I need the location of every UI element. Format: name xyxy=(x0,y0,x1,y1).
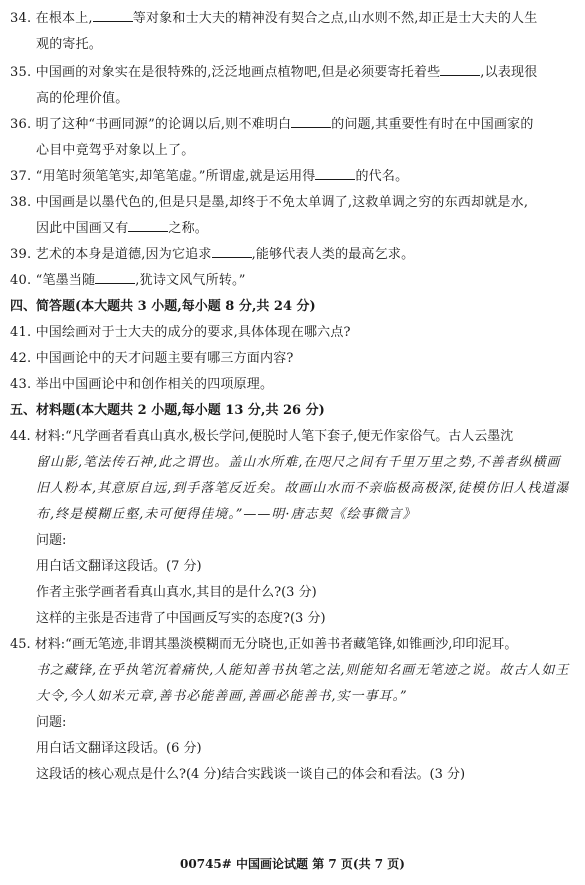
question-43: 43. 举出中国画论中和创作相关的四项原理。 xyxy=(10,377,274,392)
sub-question: 用白话文翻译这段话。(6 分) xyxy=(36,741,202,756)
question-number: 35. xyxy=(10,65,32,80)
question-45-material xyxy=(10,632,575,710)
question-text: 艺术的本身是道德,因为它追求 xyxy=(35,247,212,262)
sub-question: 作者主张学画者看真山真水,其目的是什么?(3 分) xyxy=(36,585,317,600)
question-text: 等对象和士大夫的精神没有契合之点,山水则不然,却正是士大夫的人生 xyxy=(132,11,538,26)
question-38 xyxy=(10,190,575,242)
question-40 xyxy=(10,268,575,294)
question-text: ,能够代表人类的最高乞求。 xyxy=(251,247,415,262)
question-continuation xyxy=(10,216,575,242)
question-text: 的问题,其重要性有时在中国画家的 xyxy=(331,117,534,132)
question-text: ,犹诗文风气所转。” xyxy=(135,273,246,288)
question-41: 41. 中国绘画对于士大夫的成分的要求,具体体现在哪六点? xyxy=(10,325,351,340)
question-text: 明了这种“书画同源”的论调以后,则不难明白 xyxy=(35,117,292,132)
material-line: 45. 材料:“画无笔迹,非谓其墨淡模糊而无分晓也,正如善书者藏笔锋,如锥画沙,印印泥耳。 xyxy=(10,637,518,652)
question-continuation: 观的寄托。 xyxy=(36,37,103,52)
fill-blank xyxy=(128,217,168,232)
question-text: 在根本上, xyxy=(35,11,93,26)
page-footer: 00745# 中国画论试题 第 7 页(共 7 页) xyxy=(180,857,405,871)
section-heading: 五、材料题(本大题共 2 小题,每小题 13 分,共 26 分) xyxy=(10,403,325,418)
question-number: 36. xyxy=(10,117,32,132)
sub-question: 这段话的核心观点是什么?(4 分)结合实践谈一谈自己的体会和看法。(3 分) xyxy=(36,767,466,782)
question-number: 40. xyxy=(10,273,32,288)
question-number: 34. xyxy=(10,11,32,26)
question-text: 中国画的对象实在是很特殊的,泛泛地画点植物吧,但是必须要寄托着些 xyxy=(35,65,441,80)
question-34 xyxy=(10,6,575,58)
sub-question: 用白话文翻译这段话。(7 分) xyxy=(36,559,202,574)
question-label: 问题: xyxy=(36,533,67,548)
fill-blank xyxy=(93,7,133,22)
question-text: 之称。 xyxy=(168,221,209,236)
question-text: ,以表现很 xyxy=(480,65,538,80)
material-line: 布,终是模糊丘壑,未可便得佳境。”——明·唐志契《绘事微言》 xyxy=(36,507,417,522)
material-line: 44. 材料:“凡学画者看真山真水,极长学问,便脱时人笔下套子,便无作家俗气。古人云墨沈 xyxy=(10,429,514,444)
question-text: 的代名。 xyxy=(355,169,409,184)
question-number: 39. xyxy=(10,247,32,262)
section-heading: 四、简答题(本大题共 3 小题,每小题 8 分,共 24 分) xyxy=(10,299,316,314)
question-35 xyxy=(10,60,575,112)
question-37 xyxy=(10,164,575,190)
question-text: 因此中国画又有 xyxy=(36,221,129,236)
material-line: 大令,今人如米元章,善书必能善画,善画必能善书,实一事耳。” xyxy=(36,689,408,704)
question-36 xyxy=(10,112,575,164)
question-39 xyxy=(10,242,575,268)
question-label: 问题: xyxy=(36,715,67,730)
question-continuation: 心目中竟驾乎对象以上了。 xyxy=(36,143,195,158)
question-42: 42. 中国画论中的天才问题主要有哪三方面内容? xyxy=(10,351,294,366)
question-continuation: 高的伦理价值。 xyxy=(36,91,129,106)
question-text: “笔墨当随 xyxy=(35,273,96,288)
fill-blank xyxy=(212,243,252,258)
fill-blank xyxy=(315,165,355,180)
question-number: 38. xyxy=(10,195,32,210)
question-number: 37. xyxy=(10,169,32,184)
question-text: “用笔时须笔笔实,却笔笔虚。”所谓虚,就是运用得 xyxy=(35,169,316,184)
fill-blank xyxy=(440,61,480,76)
fill-blank xyxy=(95,269,135,284)
question-text: 中国画是以墨代色的,但是只是墨,却终于不免太单调了,这救单调之穷的东西却就是水, xyxy=(35,195,529,210)
material-line: 留山影,笔法传石神,此之谓也。盖山水所难,在咫尺之间有千里万里之势,不善者纵横画 xyxy=(36,455,561,470)
fill-blank xyxy=(291,113,331,128)
material-line: 书之藏锋,在乎执笔沉着痛快,人能知善书执笔之法,则能知名画无笔迹之说。故古人如王 xyxy=(36,663,570,678)
question-44-material xyxy=(10,424,575,528)
sub-question: 这样的主张是否违背了中国画反写实的态度?(3 分) xyxy=(36,611,326,626)
material-line: 旧人粉本,其意原自远,到手落笔反近矣。故画山水而不亲临极高极深,徒模仿旧人栈道瀑 xyxy=(36,481,570,496)
